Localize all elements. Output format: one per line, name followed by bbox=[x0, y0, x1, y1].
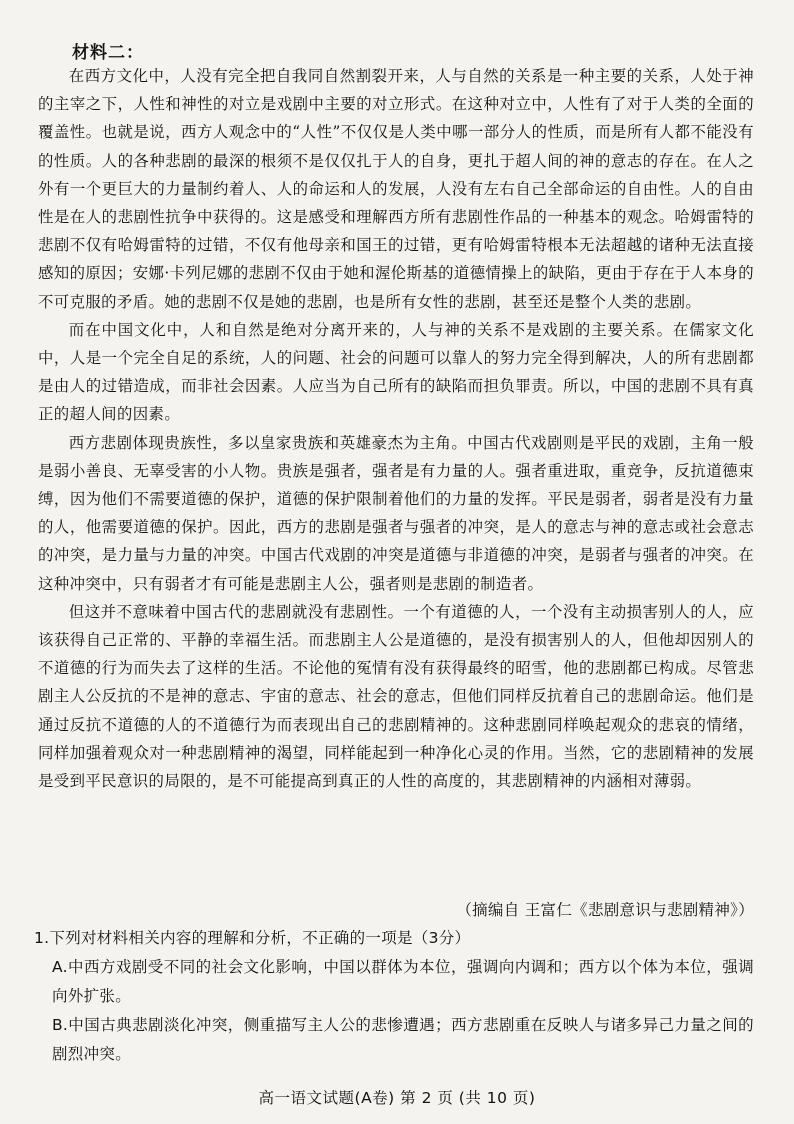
material-paragraph: 而在中国文化中，人和自然是绝对分离开来的，人与神的关系不是戏剧的主要关系。在儒家文化中，人是一个完全自足的系统，人的问题、社会的问题可以靠人的努力完全得到解决，人的所有悲剧都是由人的过错造成，而非社会因素。人应当为自己所有的缺陷而担负罪责。所以，中国的悲剧不具有真正的超人间的因素。 bbox=[38, 320, 754, 424]
material-paragraph: 但这并不意味着中国古代的悲剧就没有悲剧性。一个有道德的人，一个没有主动损害别人的人，应该获得自己正常的、平静的幸福生活。而悲剧主人公是道德的，是没有损害别人的人，但他却因别人的不道德的行为而失去了这样的生活。不论他的冤情有没有获得最终的昭雪，他的悲剧都已构成。尽管悲剧主人公反抗的不是神的意志、宇宙的意志、社会的意志，但他们同样反抗着自己的悲剧命运。他们是通过反抗不道德的人的不道德行为而表现出自己的悲剧精神的。这种悲剧同样唤起观众的悲哀的情绪，同样加强着观众对一种悲剧精神的渴望，同样能起到一种净化心灵的作用。当然，它的悲剧精神的发展是受到平民意识的局限的，是不可能提高到真正的人性的高度的，其悲剧精神的内涵相对薄弱。 bbox=[38, 602, 754, 791]
material-paragraph: 西方悲剧体现贵族性，多以皇家贵族和英雄豪杰为主角。中国古代戏剧则是平民的戏剧，主角一般是弱小善良、无辜受害的小人物。贵族是强者，强者是有力量的人。强者重进取，重竞争，反抗道德束缚，因为他们不需要道德的保护，道德的保护限制着他们的力量的发挥。平民是弱者，弱者是没有力量的人，他需要道德的保护。因此，西方的悲剧是强者与强者的冲突，是人的意志与神的意志或社会意志的冲突，是力量与力量的冲突。中国古代戏剧的冲突是道德与非道德的冲突，是弱者与强者的冲突。在这种冲突中，只有弱者才有可能是悲剧主人公，强者则是悲剧的制造者。 bbox=[38, 433, 754, 593]
question-1 bbox=[34, 924, 754, 1069]
material-paragraph: 在西方文化中，人没有完全把自我同自然割裂开来，人与自然的关系是一种主要的关系，人处于神的主宰之下，人性和神性的对立是戏剧中主要的对立形式。在这种对立中，人性有了对于人类的全面的覆盖性。也就是说，西方人观念中的“人性”不仅仅是人类中哪一部分人的性质，而是所有人都不能没有的性质。人的各种悲剧的最深的根须不是仅仅扎于人的自身，更扎于超人间的神的意志的存在。在人之外有一个更巨大的力量制约着人、人的命运和人的发展，人没有左右自己全部命运的自由性。人的自由性是在人的悲剧性抗争中获得的。这是感受和理解西方所有悲剧性作品的一种基本的观念。哈姆雷特的悲剧不仅有哈姆雷特的过错，不仅有他母亲和国王的过错，更有哈姆雷特根本无法超越的诸种无法直接感知的原因；安娜·卡列尼娜的悲剧不仅由于她和渥伦斯基的道德情操上的缺陷，更由于存在于人本身的不可克服的矛盾。她的悲剧不仅是她的悲剧，也是所有女性的悲剧，甚至还是整个人类的悲剧。 bbox=[38, 67, 754, 311]
source-citation: （摘编自 王富仁《悲剧意识与悲剧精神》） bbox=[456, 901, 754, 919]
question-stem: 1.下列对材料相关内容的理解和分析，不正确的一项是（3分） bbox=[34, 929, 471, 947]
option-a: A.中西方戏剧受不同的社会文化影响，中国以群体为本位，强调向内调和；西方以个体为本位，强调向外扩张。 bbox=[52, 958, 754, 1005]
material-body bbox=[38, 62, 754, 795]
material-heading: 材料二： bbox=[72, 43, 144, 63]
option-b: B.中国古典悲剧淡化冲突，侧重描写主人公的悲惨遭遇；西方悲剧重在反映人与诸多异己力量之间的剧烈冲突。 bbox=[52, 1016, 754, 1063]
page-footer: 高一语文试题(A卷) 第 2 页 (共 10 页) bbox=[258, 1089, 536, 1107]
